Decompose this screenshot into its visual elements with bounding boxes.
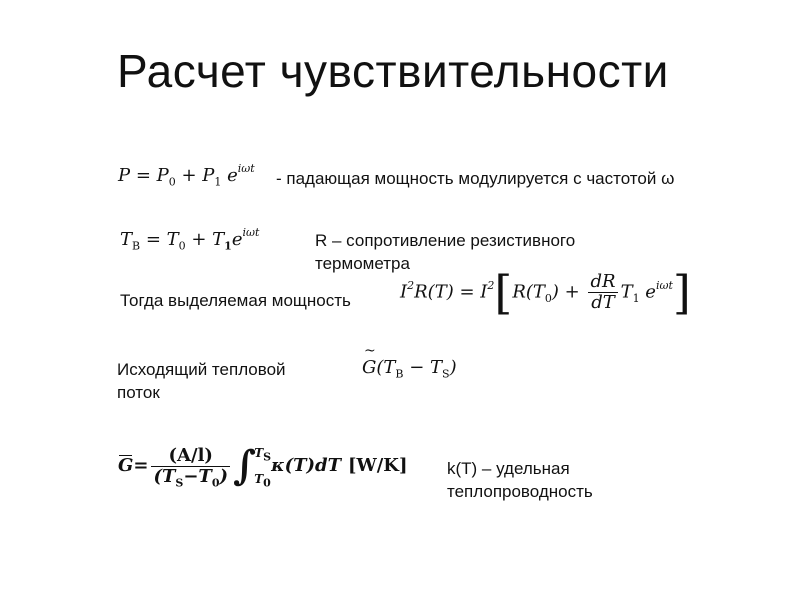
temperature-equation: $T_B = T_0 + T_1e^{i\omega t}$: [120, 226, 260, 253]
power-note: - падающая мощность модулируется с частотой ω: [276, 169, 675, 188]
dissipated-power-label: Тогда выделяемая мощность: [120, 291, 351, 310]
conductance-equation: G= $\frac{(A/l)}{(T_S-T_0)}$ ∫ $T_S$ $T_0$ κ(T)dT: [118, 442, 341, 490]
heat-flow-label-line1: Исходящий тепловой: [117, 360, 286, 379]
resistance-note-line2: термометра: [315, 254, 410, 273]
slide-title: Расчет чувствительности: [117, 45, 669, 97]
resistance-note-line1: R – сопротивление резистивного: [315, 231, 576, 250]
units-label: [W/K]: [348, 455, 408, 476]
dissipated-power-equation: $I^2R(T) = I^2[R(T_0)$ + $\frac{dR}{dT}$ $T_1$ $e^{i\omega t}$]: [400, 265, 691, 320]
heat-flow-label-line2: поток: [117, 383, 160, 402]
heat-flow-equation: ~ $G(T_B - T_S)$: [362, 357, 457, 378]
conductivity-note-line2: теплопроводность: [447, 482, 593, 501]
power-equation: $P = P_0 + P_1$ $e^{i\omega t}$: [118, 162, 255, 189]
conductivity-note-line1: k(T) – удельная: [447, 459, 570, 478]
